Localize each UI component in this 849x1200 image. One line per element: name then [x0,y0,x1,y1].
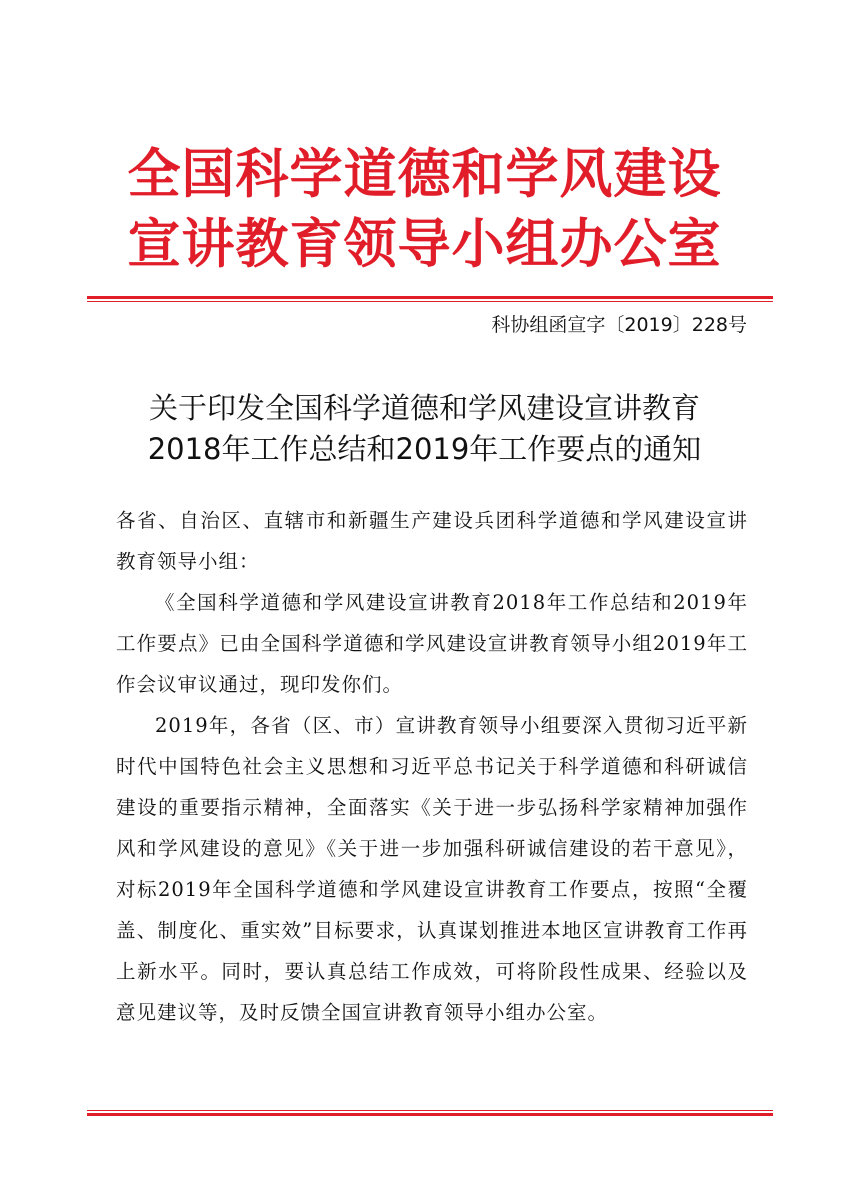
document-body [116,500,748,1033]
document-number: 科协组函宣字〔2019〕228号 [491,314,747,336]
issuer-header-line-1: 全国科学道德和学风建设 [127,144,722,205]
footer-divider-thin [87,1110,773,1111]
body-paragraph: 《全国科学道德和学风建设宣讲教育2018年工作总结和2019年工作要点》已由全国科学道德和学风建设宣讲教育领导小组2019年工作会议审议通过，现印发你们。 [116,591,748,696]
document-title-line-2: 2018年工作总结和2019年工作要点的通知 [147,432,702,466]
salutation: 各省、自治区、直辖市和新疆生产建设兵团科学道德和学风建设宣讲教育领导小组： [116,509,748,573]
header-divider-thin [87,301,773,302]
footer-divider-thick [87,1113,773,1116]
issuer-header-line-2: 宣讲教育领导小组办公室 [127,214,722,275]
header-divider-thick [87,296,773,299]
document-title-line-1: 关于印发全国科学道德和学风建设宣讲教育 [148,391,700,425]
body-paragraph: 2019年，各省（区、市）宣讲教育领导小组要深入贯彻习近平新时代中国特色社会主义思想和习近平总书记关于科学道德和科研诚信建设的重要指示精神，全面落实《关于进一步弘扬科学家精神加强作风和学风建设的意见》《关于进一步加强科研诚信建设的若干意见》，对标2019年全国科学道德和学风建设宣讲教育工作要点，按照“全覆盖、制度化、重实效”目标要求，认真谋划推进本地区宣讲教育工作再上新水平。同时，要认真总结工作成效，可将阶段性成果、经验以及意见建议等，及时反馈全国宣讲教育领导小组办公室。 [116,714,748,1024]
